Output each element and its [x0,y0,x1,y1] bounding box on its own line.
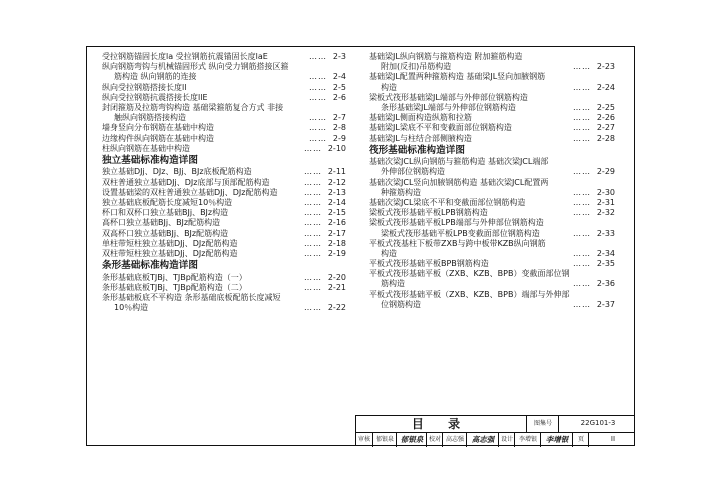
toc-entry-text: 基础次梁JCL梁底不平和变截面部位钢筋构造 [369,197,526,207]
toc-entry-text: 梁板式筏形基础平板LPB钢筋构造 [369,208,488,218]
toc-entry[interactable] [369,157,615,167]
toc-entry[interactable] [369,208,615,218]
toc-page-number: 2-16 [327,218,346,228]
design-signature: 李增银 [540,432,573,447]
toc-entry[interactable] [102,144,346,154]
toc-entry-text: 独立基础DJj、DJz、BJj、BJz底板配筋构造 [102,167,252,177]
leader-dots: …… [309,113,327,123]
toc-entry[interactable] [102,167,346,177]
design-label: 设计 [498,432,515,447]
toc-entry-text: 双柱普通独立基础DJj、DJz底部与顶部配筋构造 [102,177,270,187]
toc-entry-text: 外伸部位钢筋构造 [381,167,445,177]
toc-entry-text: 独立基础底板配筋长度减短10％构造 [102,197,233,207]
toc-entry-text: 筋构造 [381,279,405,289]
toc-entry-text: 梁板式筏形基础梁JL端部与外伸部位钢筋构造 [369,92,528,102]
toc-entry[interactable] [102,218,346,228]
leader-dots: …… [573,208,591,218]
toc-entry-text: 平板式筏形基础平板（ZXB、KZB、BPB）端部与外伸部 [369,289,570,299]
leader-dots: …… [304,303,322,313]
toc-section-title [102,155,346,168]
toc-page-number: 2-27 [596,123,615,133]
toc-entry[interactable] [102,62,346,72]
section-title-text: 条形基础标准构造详图 [102,260,198,272]
toc-entry-text: 平板式筏形基础平板（ZXB、KZB、BPB）变截面部位钢 [369,269,570,279]
toc-page-number: 2-26 [596,113,615,123]
toc-entry[interactable] [102,273,346,283]
toc-page-number: 2-13 [327,187,346,197]
leader-dots: …… [573,133,591,143]
toc-entry-text: 基础次梁JCL纵向钢筋与箍筋构造 基础次梁JCL端部 [369,157,549,167]
toc-entry[interactable] [102,134,346,144]
proof-label: 校对 [426,432,443,447]
toc-page-number: 2-7 [332,113,346,123]
toc-entry[interactable] [102,293,346,303]
toc-entry-text: 双柱带短柱独立基础DJj、DJz配筋构造 [102,248,238,258]
leader-dots: …… [309,52,327,61]
proof-signature: 高志强 [466,432,499,447]
toc-entry[interactable] [102,208,346,218]
section-title-text: 独立基础标准构造详图 [102,154,198,166]
toc-entry[interactable] [369,123,615,133]
toc-entry-text: 双高杯口独立基础BJj、BJz配筋构造 [102,228,229,238]
toc-entry[interactable] [102,249,346,259]
toc-section-title [369,145,615,158]
leader-dots: …… [309,82,327,92]
toc-entry-text: 纵向钢筋弯钩与机械锚固形式 纵向受力钢筋搭接区箍 [102,62,289,72]
toc-entry-text: 条形基础梁JL端部与外伸部位钢筋构造 [381,102,516,112]
toc-page-number: 2-21 [327,282,346,292]
leader-dots: …… [573,82,591,92]
leader-dots: …… [304,228,322,238]
toc-page-number: 2-32 [596,208,615,218]
toc-entry[interactable] [369,239,615,249]
toc-entry-text: 封闭箍筋及拉筋弯钩构造 基础梁箍筋复合方式 非接 [102,102,284,112]
toc-entry-text: 触纵向钢筋搭接构造 [114,113,186,123]
leader-dots: …… [304,187,322,197]
toc-entry-text: 设置基础梁的双柱普通独立基础DJj、DJz配筋构造 [102,187,278,197]
toc-entry-text: 条形基础底板TJBj、TJBp配筋构造（二） [102,282,247,292]
toc-entry-text: 种箍筋构造 [381,187,421,197]
toc-page-number: 2-18 [327,238,346,248]
toc-entry[interactable] [369,62,615,72]
toc-entry-text: 附加(反扣)吊筋构造 [381,62,452,72]
toc-entry-text: 梁板式筏形基础平板LPB端部与外伸部位钢筋构造 [369,218,544,228]
leader-dots: …… [309,123,327,133]
design-name: 李增银 [514,432,541,447]
toc-entry[interactable] [102,93,346,103]
toc-entry[interactable] [369,52,615,62]
toc-entry-text: 平板式筏基柱下板带ZXB与跨中板带KZB纵向钢筋 [369,238,546,248]
toc-entry[interactable] [369,300,615,310]
toc-entry[interactable] [369,103,615,113]
toc-entry[interactable] [102,113,346,123]
page-label: 页 [572,432,589,447]
atlas-number: 22G101-3 [558,416,637,432]
toc-page-number: 2-3 [332,52,346,61]
toc-page-number: 2-19 [327,248,346,258]
toc-entry-text: 梁板式筏形基础平板LPB变截面部位钢筋构造 [381,228,540,238]
toc-page-number: 2-30 [596,187,615,197]
toc-entry-text: 基础梁JL梁底不平和变截面部位钢筋构造 [369,123,512,133]
toc-page-number: 2-35 [596,259,615,269]
page-number: II [588,432,637,447]
toc-entry[interactable] [369,188,615,198]
toc-page-number: 2-22 [327,303,346,313]
toc-entry-text: 柱纵向钢筋在基础中构造 [102,143,190,153]
toc-entry-text: 边缘构件纵向钢筋在基础中构造 [102,133,214,143]
toc-entry-text: 构造 [381,82,397,92]
proof-name: 高志强 [442,432,467,447]
leader-dots: …… [573,228,591,238]
atlas-label: 图集号 [526,416,559,432]
toc-entry[interactable] [369,178,615,188]
toc-entry[interactable] [102,72,346,82]
toc-page-number: 2-4 [332,72,346,82]
toc-entry-text: 基础梁JL纵向钢筋与箍筋构造 附加箍筋构造 [369,52,523,61]
toc-page-number: 2-36 [596,279,615,289]
toc-page-number: 2-28 [596,133,615,143]
toc-entry[interactable] [369,83,615,93]
toc-entry-text: 纵向受拉钢筋搭接长度ll [102,82,187,92]
leader-dots: …… [573,248,591,258]
review-label: 审核 [357,436,370,443]
toc-entry-text: 位钢筋构造 [381,299,421,309]
toc-page-number: 2-9 [332,133,346,143]
toc-page-number: 2-5 [332,82,346,92]
toc-page-number: 2-17 [327,228,346,238]
leader-dots: …… [573,187,591,197]
toc-page-number: 2-25 [596,102,615,112]
leader-dots: …… [573,62,591,72]
toc-entry-text: 墙身竖向分布钢筋在基础中构造 [102,123,214,133]
leader-dots: …… [573,279,591,289]
leader-dots: …… [304,218,322,228]
leader-dots: …… [304,197,322,207]
toc-entry-text: 条形基础板底不平构造 条形基础底板配筋长度减短 [102,292,281,302]
toc-entry[interactable] [102,303,346,313]
toc-entry[interactable] [369,279,615,289]
leader-dots: …… [304,177,322,187]
toc-entry-text: 基础梁JL与柱结合部侧腋构造 [369,133,472,143]
toc-entry-text: 单柱带短柱独立基础DJj、DJz配筋构造 [102,238,238,248]
toc-entry[interactable] [369,72,615,82]
leader-dots: …… [573,113,591,123]
title-block [355,415,635,446]
leader-dots: …… [304,208,322,218]
leader-dots: …… [573,167,591,177]
leader-dots: …… [304,143,322,153]
toc-page-number: 2-31 [596,197,615,207]
leader-dots: …… [304,272,322,282]
toc-entry[interactable] [369,198,615,208]
leader-dots: …… [304,248,322,258]
toc-entry[interactable] [102,52,346,62]
toc-entry-text: 基础梁JL配置两种箍筋构造 基础梁JL竖向加腋钢筋 [369,72,546,82]
toc-entry-text: 基础次梁JCL竖向加腋钢筋构造 基础次梁JCL配置两 [369,177,549,187]
leader-dots: …… [573,123,591,133]
toc-entry-text: 10％构造 [114,303,149,313]
toc-page-number: 2-10 [327,143,346,153]
toc-entry-text: 受拉钢筋锚固长度la 受拉钢筋抗震锚固长度laE [102,52,268,61]
toc-entry[interactable] [369,290,615,300]
toc-entry-text: 基础梁JL侧面构造纵筋和拉筋 [369,113,472,123]
leader-dots: …… [304,282,322,292]
toc-entry[interactable] [369,167,615,177]
toc-page-number: 2-8 [332,123,346,133]
toc-page-number: 2-11 [327,167,346,177]
toc-page-number: 2-14 [327,197,346,207]
toc-entry[interactable] [102,229,346,239]
toc-page-number: 2-29 [596,167,615,177]
leader-dots: …… [573,259,591,269]
review-signature: 郁银泉 [396,432,427,447]
toc-page-number: 2-20 [327,272,346,282]
leader-dots: …… [304,167,322,177]
toc-page-number: 2-6 [332,92,346,102]
toc-entry[interactable] [102,83,346,93]
toc-page-number: 2-23 [596,62,615,72]
leader-dots: …… [309,133,327,143]
toc-entry-text: 条形基础底板TJBj、TJBp配筋构造（一） [102,272,247,282]
toc-entry-text: 平板式筏形基础平板BPB钢筋构造 [369,259,489,269]
toc-entry[interactable] [102,178,346,188]
leader-dots: …… [304,238,322,248]
toc-entry[interactable] [102,239,346,249]
toc-page-number: 2-34 [596,248,615,258]
toc-page-number: 2-24 [596,82,615,92]
toc-page-number: 2-37 [596,299,615,309]
toc-right-column [369,52,615,310]
toc-page-number: 2-12 [327,177,346,187]
toc-entry[interactable] [369,113,615,123]
toc-entry-text: 杯口和双杯口独立基础BJj、BJz构造 [102,208,229,218]
toc-entry[interactable] [102,103,346,113]
toc-entry-text: 高杯口独立基础BJj、BJz配筋构造 [102,218,221,228]
section-title-text: 筏形基础标准构造详图 [369,144,465,156]
leader-dots: …… [309,72,327,82]
toc-entry-text: 构造 [381,248,397,258]
toc-page-number: 2-15 [327,208,346,218]
toc-entry[interactable] [369,229,615,239]
toc-entry-text: 筋构造 纵向钢筋的连接 [114,72,197,82]
toc-entry[interactable] [102,188,346,198]
leader-dots: …… [309,92,327,102]
toc-entry[interactable] [369,269,615,279]
toc-entry[interactable] [369,259,615,269]
toc-left-column [102,52,346,313]
toc-page-number: 2-33 [596,228,615,238]
toc-entry[interactable] [102,198,346,208]
toc-entry-text: 纵向受拉钢筋抗震搭接长度llE [102,92,208,102]
toc-section-title [102,260,346,273]
toc-entry[interactable] [102,283,346,293]
leader-dots: …… [573,299,591,309]
leader-dots: …… [573,197,591,207]
toc-entry[interactable] [369,93,615,103]
toc-entry[interactable] [369,134,615,144]
toc-entry[interactable] [102,123,346,133]
toc-entry[interactable] [369,249,615,259]
document-title: 目 录 [411,417,471,431]
leader-dots: …… [573,102,591,112]
toc-entry[interactable] [369,218,615,228]
review-name: 郁银泉 [372,432,397,447]
